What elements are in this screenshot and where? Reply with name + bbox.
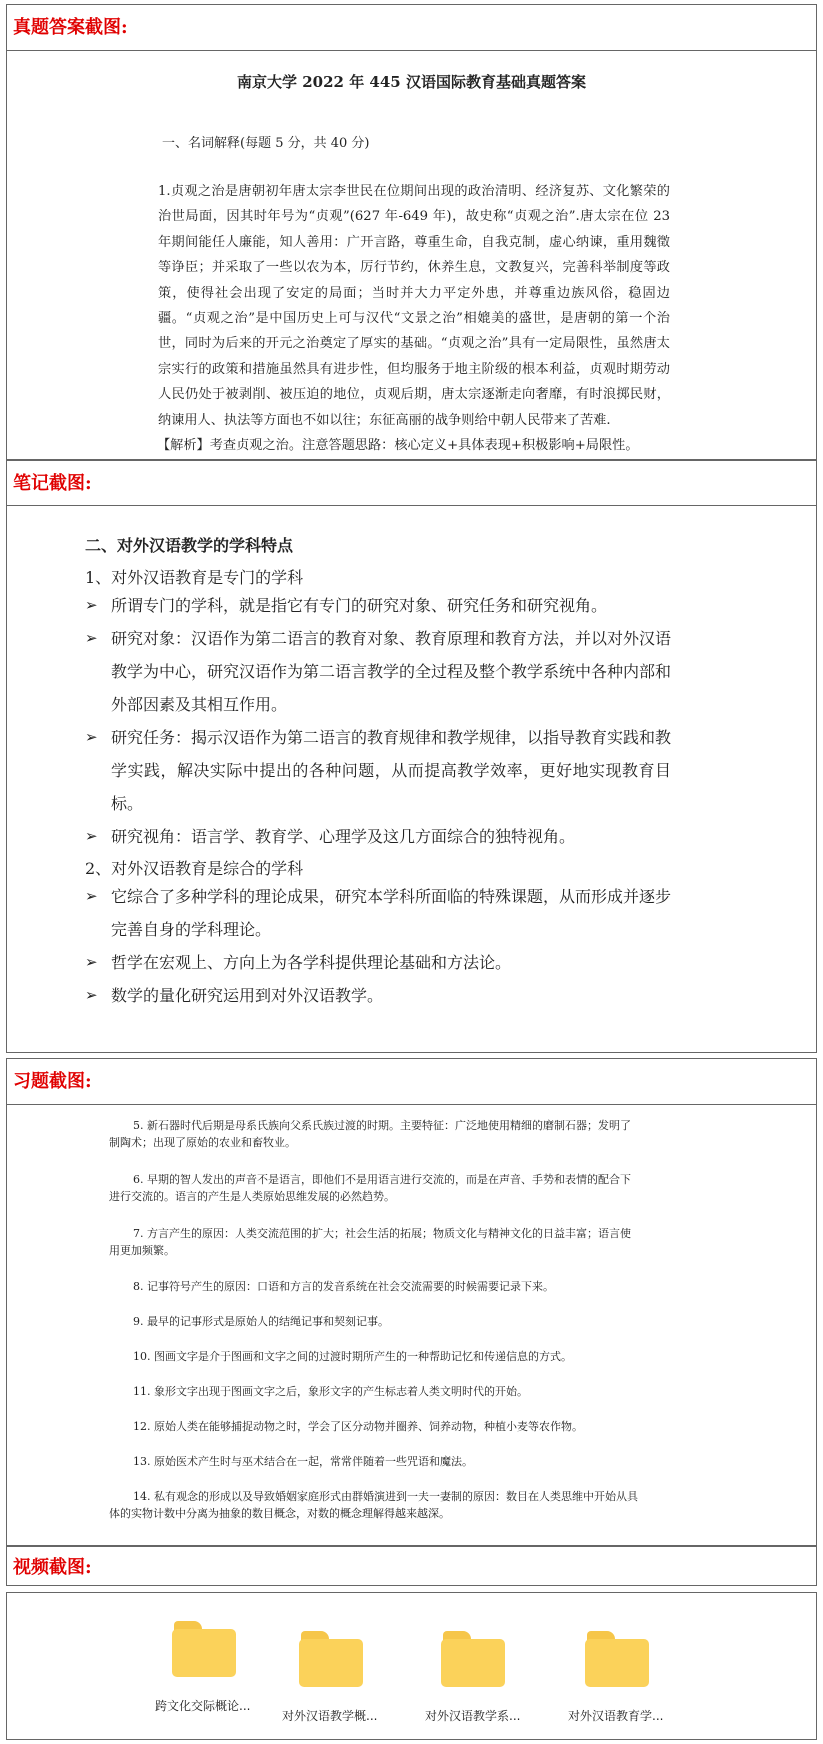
arrow-bullet-icon: ➢ xyxy=(85,986,98,1004)
exercise-screenshot xyxy=(6,1104,817,1546)
answer-section-title: 真题答案截图: xyxy=(13,17,128,38)
bullet-item: ➢ 研究视角：语言学、教育学、心理学及这几方面综合的独特视角。 xyxy=(111,820,671,853)
exercise-section-title: 习题截图: xyxy=(13,1071,92,1092)
notes-heading: 二、对外汉语教学的学科特点 xyxy=(85,536,294,555)
answer-paragraph: 1.贞观之治是唐朝初年唐太宗李世民在位期间出现的政治清明、经济复苏、文化繁荣的治世局面，因其时年号为“贞观”(627 年-649 年)，故史称“贞观之治”.唐太宗在位 23 年期间能任人廉能，知人善用：广开言路，尊重生命，自我克制，虚心纳谏，重用魏徵等诤臣；并采取了一些以农为本，厉行节约，休养生息，文教复兴，完善科举制度等政策，使得社会出现了安定的局面；当时并大力平定外患，并尊重边族风俗，稳固边疆。“贞观之治”是中国历史上可与汉代“文景之治”相媲美的盛世，是唐朝的第一个治世，同时为后来的开元之治奠定了厚实的基础。“贞观之治”具有一定局限性，虽然唐太宗实行的政策和措施虽然具有进步性，但均服务于地主阶级的根本利益，贞观时期劳动人民仍处于被剥削、被压迫的地位，贞观后期，唐太宗逐渐走向奢靡，有时浪掷民财，纳谏用人、执法等方面也不如以往；东征高丽的战争则给中朝人民带来了苦难. xyxy=(158,184,670,428)
exercise-item: 7. 方言产生的原因：人类交流范围的扩大；社会生活的拓展；物质文化与精神文化的日益丰富；语言使用更加频繁。 xyxy=(109,1227,631,1257)
folder-icon[interactable] xyxy=(441,1631,505,1687)
folder-label[interactable]: 对外汉语教学系... xyxy=(425,1709,521,1723)
notes-screenshot xyxy=(6,505,817,1053)
folder-label[interactable]: 对外汉语教育学... xyxy=(568,1709,664,1723)
answer-header-bar xyxy=(6,4,817,50)
bullet-item: ➢ 研究任务：揭示汉语作为第二语言的教育规律和教学规律，以指导教育实践和教学实践，解决实际中提出的各种问题，从而提高教学效率，更好地实现教育目标。 xyxy=(111,721,671,820)
folder-icon[interactable] xyxy=(299,1631,363,1687)
exercise-header-bar xyxy=(6,1058,817,1104)
bullet-item: ➢ 数学的量化研究运用到对外汉语教学。 xyxy=(111,979,671,1012)
bullet-item: ➢ 研究对象：汉语作为第二语言的教育对象、教育原理和教育方法，并以对外汉语教学为中心，研究汉语作为第二语言教学的全过程及整个教学系统中各种内部和外部因素及其相互作用。 xyxy=(111,622,671,721)
exercise-item: 8. 记事符号产生的原因：口语和方言的发音系统在社会交流需要的时候需要记录下来。 xyxy=(133,1280,554,1293)
folder-label[interactable]: 跨文化交际概论... xyxy=(155,1699,251,1713)
exercise-item: 14. 私有观念的形成以及导致婚姻家庭形式由群婚演进到一夫一妻制的原因：数目在人类思维中开始从具体的实物计数中分离为抽象的数目概念，对数的概念理解得越来越深。 xyxy=(109,1490,638,1520)
notes-point-1: 1、对外汉语教育是专门的学科 xyxy=(85,568,304,587)
exercise-item: 11. 象形文字出现于图画文字之后，象形文字的产生标志着人类文明时代的开始。 xyxy=(133,1385,528,1398)
arrow-bullet-icon: ➢ xyxy=(85,596,98,614)
answer-title: 南京大学 2022 年 445 汉语国际教育基础真题答案 xyxy=(237,73,586,91)
arrow-bullet-icon: ➢ xyxy=(85,728,98,746)
folder-icon[interactable] xyxy=(172,1621,236,1677)
exercise-item: 6. 早期的智人发出的声音不是语言，即他们不是用语言进行交流的，而是在声音、手势和表情的配合下进行交流的。语言的产生是人类原始思维发展的必然趋势。 xyxy=(109,1173,631,1203)
arrow-bullet-icon: ➢ xyxy=(85,953,98,971)
bullet-item: ➢ 它综合了多种学科的理论成果，研究本学科所面临的特殊课题，从而形成并逐步完善自身的学科理论。 xyxy=(111,880,671,946)
video-screenshot xyxy=(6,1592,817,1740)
notes-section-title: 笔记截图: xyxy=(13,473,92,494)
arrow-bullet-icon: ➢ xyxy=(85,887,98,905)
exercise-item: 5. 新石器时代后期是母系氏族向父系氏族过渡的时期。主要特征：广泛地使用精细的磨制石器；发明了制陶术；出现了原始的农业和畜牧业。 xyxy=(109,1119,631,1149)
answer-subtitle: 一、名词解释(每题 5 分，共 40 分) xyxy=(162,136,370,151)
arrow-bullet-icon: ➢ xyxy=(85,629,98,647)
exercise-item: 12. 原始人类在能够捕捉动物之时，学会了区分动物并圈养、饲养动物，种植小麦等农作物。 xyxy=(133,1420,583,1433)
folder-icon[interactable] xyxy=(585,1631,649,1687)
bullet-item: ➢ 哲学在宏观上、方向上为各学科提供理论基础和方法论。 xyxy=(111,946,671,979)
exercise-item: 10. 图画文字是介于图画和文字之间的过渡时期所产生的一种帮助记忆和传递信息的方式。 xyxy=(133,1350,572,1363)
bullet-item: ➢ 所谓专门的学科，就是指它有专门的研究对象、研究任务和研究视角。 xyxy=(111,589,671,622)
folder-label[interactable]: 对外汉语教学概... xyxy=(282,1709,378,1723)
video-header-bar xyxy=(6,1546,817,1586)
answer-analysis: 【解析】考查贞观之治。注意答题思路：核心定义+具体表现+积极影响+局限性。 xyxy=(157,438,639,454)
notes-point-2: 2、对外汉语教育是综合的学科 xyxy=(85,859,304,878)
answer-screenshot xyxy=(6,50,817,460)
notes-header-bar xyxy=(6,460,817,505)
exercise-item: 9. 最早的记事形式是原始人的结绳记事和契刻记事。 xyxy=(133,1315,389,1328)
exercise-item: 13. 原始医术产生时与巫术结合在一起，常常伴随着一些咒语和魔法。 xyxy=(133,1455,473,1468)
arrow-bullet-icon: ➢ xyxy=(85,827,98,845)
video-section-title: 视频截图: xyxy=(13,1557,92,1578)
